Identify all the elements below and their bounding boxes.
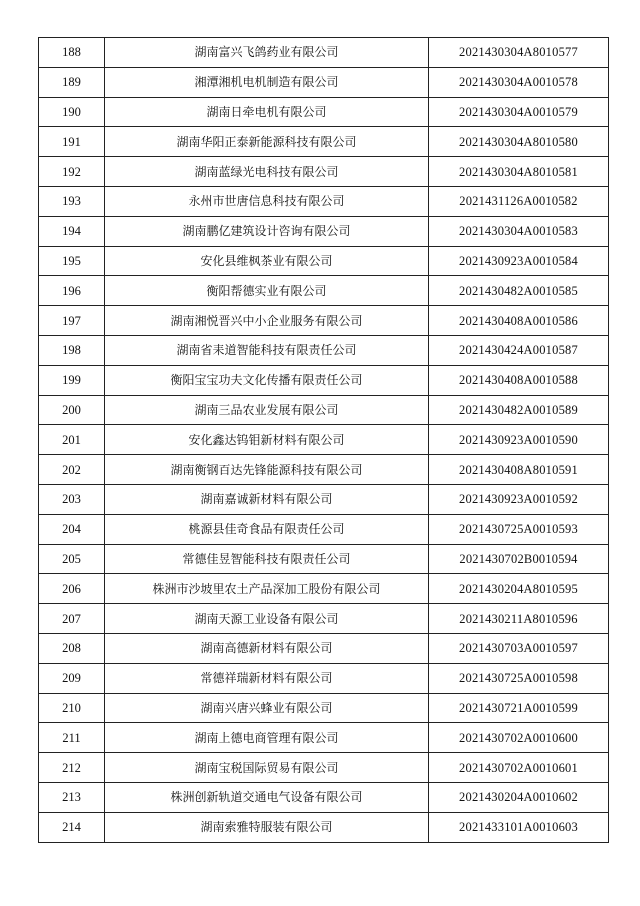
row-number: 189 bbox=[39, 67, 105, 97]
registration-code: 2021430304A0010578 bbox=[429, 67, 609, 97]
company-name: 湖南华阳正泰新能源科技有限公司 bbox=[105, 127, 429, 157]
table-row bbox=[39, 395, 609, 425]
company-name: 安化鑫达钨钼新材料有限公司 bbox=[105, 425, 429, 455]
registration-code: 2021430408A8010591 bbox=[429, 455, 609, 485]
company-list-table bbox=[38, 37, 609, 843]
company-name: 湖南天源工业设备有限公司 bbox=[105, 604, 429, 634]
row-number: 212 bbox=[39, 753, 105, 783]
table-row bbox=[39, 753, 609, 783]
registration-code: 2021430702A0010600 bbox=[429, 723, 609, 753]
table-row bbox=[39, 514, 609, 544]
company-name: 湖南上德电商管理有限公司 bbox=[105, 723, 429, 753]
registration-code: 2021430408A0010588 bbox=[429, 365, 609, 395]
table-row bbox=[39, 335, 609, 365]
registration-code: 2021430211A8010596 bbox=[429, 604, 609, 634]
row-number: 203 bbox=[39, 484, 105, 514]
table-row bbox=[39, 574, 609, 604]
company-name: 湖南富兴飞鸽药业有限公司 bbox=[105, 38, 429, 68]
company-name: 衡阳帮德实业有限公司 bbox=[105, 276, 429, 306]
company-name: 湘潭湘机电机制造有限公司 bbox=[105, 67, 429, 97]
registration-code: 2021430304A8010580 bbox=[429, 127, 609, 157]
table-row bbox=[39, 782, 609, 812]
company-name: 安化县维枫茶业有限公司 bbox=[105, 246, 429, 276]
table-row bbox=[39, 306, 609, 336]
registration-code: 2021430204A0010602 bbox=[429, 782, 609, 812]
registration-code: 2021430702A0010601 bbox=[429, 753, 609, 783]
registration-code: 2021430703A0010597 bbox=[429, 633, 609, 663]
registration-code: 2021430923A0010584 bbox=[429, 246, 609, 276]
row-number: 213 bbox=[39, 782, 105, 812]
table-row bbox=[39, 663, 609, 693]
table-row bbox=[39, 723, 609, 753]
row-number: 206 bbox=[39, 574, 105, 604]
row-number: 201 bbox=[39, 425, 105, 455]
company-name: 衡阳宝宝功夫文化传播有限责任公司 bbox=[105, 365, 429, 395]
company-name: 株洲市沙坡里农土产品深加工股份有限公司 bbox=[105, 574, 429, 604]
row-number: 199 bbox=[39, 365, 105, 395]
table-row bbox=[39, 67, 609, 97]
registration-code: 2021430482A0010585 bbox=[429, 276, 609, 306]
table-row bbox=[39, 455, 609, 485]
table-row bbox=[39, 157, 609, 187]
company-name: 湖南蓝绿光电科技有限公司 bbox=[105, 157, 429, 187]
company-name: 常德佳昱智能科技有限责任公司 bbox=[105, 544, 429, 574]
company-name: 株洲创新轨道交通电气设备有限公司 bbox=[105, 782, 429, 812]
table-row bbox=[39, 633, 609, 663]
table-row bbox=[39, 425, 609, 455]
company-name: 湖南鹏亿建筑设计咨询有限公司 bbox=[105, 216, 429, 246]
table-body bbox=[39, 38, 609, 843]
company-name: 湖南日牵电机有限公司 bbox=[105, 97, 429, 127]
registration-code: 2021430923A0010590 bbox=[429, 425, 609, 455]
table-row bbox=[39, 38, 609, 68]
row-number: 211 bbox=[39, 723, 105, 753]
registration-code: 2021430204A8010595 bbox=[429, 574, 609, 604]
row-number: 192 bbox=[39, 157, 105, 187]
registration-code: 2021430702B0010594 bbox=[429, 544, 609, 574]
row-number: 208 bbox=[39, 633, 105, 663]
registration-code: 2021430923A0010592 bbox=[429, 484, 609, 514]
company-name: 湖南索雅特服装有限公司 bbox=[105, 812, 429, 842]
table-row bbox=[39, 276, 609, 306]
table-row bbox=[39, 812, 609, 842]
registration-code: 2021430725A0010598 bbox=[429, 663, 609, 693]
registration-code: 2021430408A0010586 bbox=[429, 306, 609, 336]
company-name: 湖南宝税国际贸易有限公司 bbox=[105, 753, 429, 783]
registration-code: 2021430304A8010581 bbox=[429, 157, 609, 187]
row-number: 198 bbox=[39, 335, 105, 365]
registration-code: 2021430304A0010583 bbox=[429, 216, 609, 246]
registration-code: 2021430304A8010577 bbox=[429, 38, 609, 68]
row-number: 204 bbox=[39, 514, 105, 544]
company-name: 永州市世唐信息科技有限公司 bbox=[105, 186, 429, 216]
row-number: 196 bbox=[39, 276, 105, 306]
table-row bbox=[39, 484, 609, 514]
registration-code: 2021433101A0010603 bbox=[429, 812, 609, 842]
row-number: 197 bbox=[39, 306, 105, 336]
company-name: 湖南嘉诚新材料有限公司 bbox=[105, 484, 429, 514]
row-number: 209 bbox=[39, 663, 105, 693]
row-number: 200 bbox=[39, 395, 105, 425]
company-name: 湖南兴唐兴蜂业有限公司 bbox=[105, 693, 429, 723]
company-name: 湖南省耒道智能科技有限责任公司 bbox=[105, 335, 429, 365]
table-row bbox=[39, 186, 609, 216]
row-number: 190 bbox=[39, 97, 105, 127]
registration-code: 2021430725A0010593 bbox=[429, 514, 609, 544]
table-row bbox=[39, 365, 609, 395]
company-name: 湖南三品农业发展有限公司 bbox=[105, 395, 429, 425]
company-name: 湖南衡钢百达先锋能源科技有限公司 bbox=[105, 455, 429, 485]
table-row bbox=[39, 604, 609, 634]
company-name: 常德祥瑞新材料有限公司 bbox=[105, 663, 429, 693]
table-row bbox=[39, 127, 609, 157]
row-number: 194 bbox=[39, 216, 105, 246]
table-row bbox=[39, 97, 609, 127]
table-row bbox=[39, 246, 609, 276]
company-name: 桃源县佳奇食品有限责任公司 bbox=[105, 514, 429, 544]
company-name: 湖南高德新材料有限公司 bbox=[105, 633, 429, 663]
row-number: 210 bbox=[39, 693, 105, 723]
table-row bbox=[39, 216, 609, 246]
table-row bbox=[39, 693, 609, 723]
registration-code: 2021430721A0010599 bbox=[429, 693, 609, 723]
table-row bbox=[39, 544, 609, 574]
row-number: 205 bbox=[39, 544, 105, 574]
registration-code: 2021430424A0010587 bbox=[429, 335, 609, 365]
registration-code: 2021430482A0010589 bbox=[429, 395, 609, 425]
row-number: 188 bbox=[39, 38, 105, 68]
row-number: 195 bbox=[39, 246, 105, 276]
row-number: 214 bbox=[39, 812, 105, 842]
registration-code: 2021431126A0010582 bbox=[429, 186, 609, 216]
row-number: 191 bbox=[39, 127, 105, 157]
registration-code: 2021430304A0010579 bbox=[429, 97, 609, 127]
row-number: 202 bbox=[39, 455, 105, 485]
company-name: 湖南湘悦晋兴中小企业服务有限公司 bbox=[105, 306, 429, 336]
row-number: 207 bbox=[39, 604, 105, 634]
row-number: 193 bbox=[39, 186, 105, 216]
